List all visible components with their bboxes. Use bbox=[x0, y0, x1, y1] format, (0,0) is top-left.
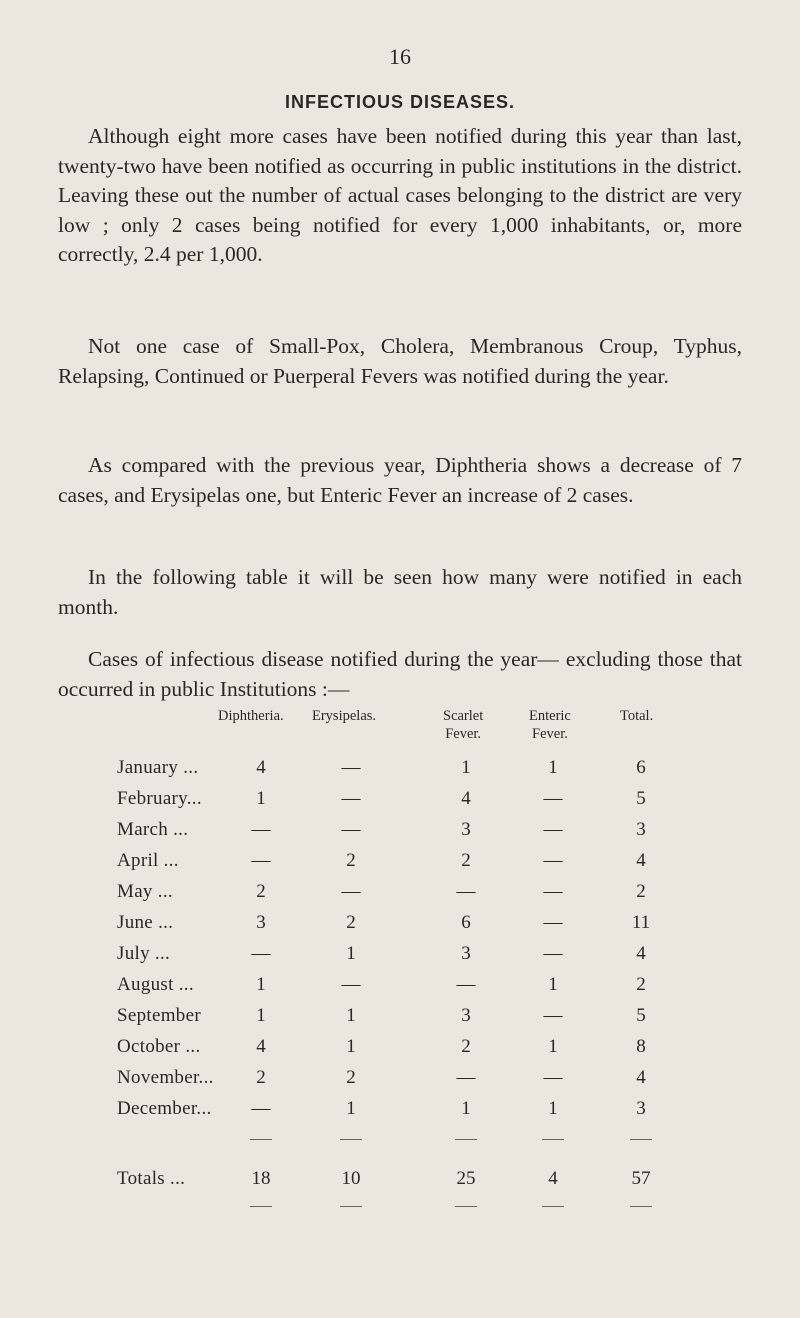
month-label: March ... bbox=[117, 819, 189, 840]
cell-diphtheria: 4 bbox=[256, 1036, 266, 1057]
month-label: October ... bbox=[117, 1036, 201, 1057]
cell-erysipelas: — bbox=[341, 974, 361, 995]
cell-total: 8 bbox=[636, 1036, 646, 1057]
cell-total: 4 bbox=[636, 1067, 646, 1088]
cell-total: 11 bbox=[631, 912, 651, 933]
cell-erysipelas: 2 bbox=[346, 912, 356, 933]
cell-enteric-fever: — bbox=[543, 881, 563, 902]
table-row bbox=[0, 850, 800, 882]
cell-total: 3 bbox=[636, 1098, 646, 1119]
cell-enteric-fever: — bbox=[543, 1005, 563, 1026]
table-row bbox=[0, 1005, 800, 1037]
cell-enteric-fever: — bbox=[543, 819, 563, 840]
cell-enteric-fever: 1 bbox=[548, 757, 558, 778]
month-label: November... bbox=[117, 1067, 214, 1088]
grand-total: 57 bbox=[631, 1168, 651, 1189]
cell-scarlet-fever: — bbox=[456, 1067, 476, 1088]
cell-enteric-fever: — bbox=[543, 788, 563, 809]
cell-total: 2 bbox=[636, 881, 646, 902]
cell-total: 3 bbox=[636, 819, 646, 840]
cell-erysipelas: — bbox=[341, 788, 361, 809]
cell-scarlet-fever: — bbox=[456, 881, 476, 902]
cell-scarlet-fever: 3 bbox=[461, 819, 471, 840]
table-row bbox=[0, 1098, 800, 1130]
cell-scarlet-fever: 3 bbox=[461, 943, 471, 964]
cell-erysipelas: 1 bbox=[346, 1005, 356, 1026]
month-label: February... bbox=[117, 788, 202, 809]
cell-enteric-fever: — bbox=[543, 912, 563, 933]
totals-label: Totals ... bbox=[117, 1168, 186, 1189]
paragraph-3: As compared with the previous year, Diphtheria shows a decrease of 7 cases, and Erysipelas one, but Enteric Fever an increase of 2 cases. bbox=[58, 453, 742, 507]
cell-scarlet-fever: 1 bbox=[461, 757, 471, 778]
table-row bbox=[0, 757, 800, 789]
table-row bbox=[0, 819, 800, 851]
cell-diphtheria: 2 bbox=[256, 1067, 266, 1088]
table-row bbox=[0, 788, 800, 820]
paragraph-2: Not one case of Small-Pox, Cholera, Membranous Croup, Typhus, Relapsing, Continued or Puerperal Fevers was notified during the year. bbox=[58, 334, 742, 388]
cell-total: 4 bbox=[636, 943, 646, 964]
cell-enteric-fever: — bbox=[543, 850, 563, 871]
cell-enteric-fever: 1 bbox=[548, 1036, 558, 1057]
cell-enteric-fever: 1 bbox=[548, 1098, 558, 1119]
cell-total: 5 bbox=[636, 1005, 646, 1026]
month-label: December... bbox=[117, 1098, 212, 1119]
cell-total: 6 bbox=[636, 757, 646, 778]
cell-diphtheria: — bbox=[251, 850, 271, 871]
cell-erysipelas: — bbox=[341, 757, 361, 778]
cell-enteric-fever: — bbox=[543, 1067, 563, 1088]
cell-scarlet-fever: 2 bbox=[461, 850, 471, 871]
table-row bbox=[0, 1067, 800, 1099]
totals-row bbox=[0, 1168, 800, 1200]
cell-scarlet-fever: 6 bbox=[461, 912, 471, 933]
table-row bbox=[0, 974, 800, 1006]
cell-scarlet-fever: 1 bbox=[461, 1098, 471, 1119]
cell-total: 2 bbox=[636, 974, 646, 995]
month-label: January ... bbox=[117, 757, 199, 778]
cell-diphtheria: — bbox=[251, 1098, 271, 1119]
header-enteric-line-1: Enteric bbox=[529, 708, 571, 724]
month-label: April ... bbox=[117, 850, 179, 871]
cell-diphtheria: — bbox=[251, 819, 271, 840]
cell-scarlet-fever: 3 bbox=[461, 1005, 471, 1026]
cell-erysipelas: 1 bbox=[346, 1036, 356, 1057]
cell-enteric-fever: — bbox=[543, 943, 563, 964]
header-scarlet-fever bbox=[443, 707, 483, 743]
cell-erysipelas: 2 bbox=[346, 1067, 356, 1088]
section-heading: INFECTIOUS DISEASES. bbox=[284, 92, 516, 112]
header-scarlet-line-1: Scarlet bbox=[443, 708, 484, 724]
header-erysipelas: Erysipelas. bbox=[312, 708, 377, 724]
cell-diphtheria: — bbox=[251, 943, 271, 964]
cell-scarlet-fever: 2 bbox=[461, 1036, 471, 1057]
table-row bbox=[0, 943, 800, 975]
cell-diphtheria: 1 bbox=[256, 788, 266, 809]
total-enteric-fever: 4 bbox=[548, 1168, 558, 1189]
header-scarlet-line-2: Fever. bbox=[445, 726, 482, 742]
cell-erysipelas: 1 bbox=[346, 943, 356, 964]
paragraph-4: In the following table it will be seen how many were notified in each month. bbox=[58, 565, 742, 619]
cell-diphtheria: 1 bbox=[256, 1005, 266, 1026]
paragraph-1: Although eight more cases have been notified during this year than last, twenty-two have been notified as occurring in public institutions in the district. Leaving these out the number of actual cases belonging to the district are very low ; only 2 cases being notified for every 1,000 inhabitants, or, more correctly, 2.4 per 1,000. bbox=[58, 124, 742, 267]
month-label: June ... bbox=[117, 912, 174, 933]
cell-erysipelas: 2 bbox=[346, 850, 356, 871]
header-total: Total. bbox=[620, 708, 654, 724]
table-row bbox=[0, 881, 800, 913]
cell-diphtheria: 2 bbox=[256, 881, 266, 902]
cell-erysipelas: — bbox=[341, 881, 361, 902]
cell-diphtheria: 4 bbox=[256, 757, 266, 778]
month-label: September bbox=[117, 1005, 201, 1026]
cell-diphtheria: 3 bbox=[256, 912, 266, 933]
header-diphtheria: Diphtheria. bbox=[218, 708, 284, 724]
cell-enteric-fever: 1 bbox=[548, 974, 558, 995]
table-row bbox=[0, 1036, 800, 1068]
total-diphtheria: 18 bbox=[251, 1168, 271, 1189]
table-row bbox=[0, 912, 800, 944]
header-enteric-fever bbox=[529, 707, 571, 743]
month-label: July ... bbox=[117, 943, 171, 964]
cell-erysipelas: 1 bbox=[346, 1098, 356, 1119]
cell-diphtheria: 1 bbox=[256, 974, 266, 995]
header-enteric-line-2: Fever. bbox=[532, 726, 568, 742]
total-erysipelas: 10 bbox=[341, 1168, 361, 1189]
page-number: 16 bbox=[389, 44, 411, 69]
cell-total: 5 bbox=[636, 788, 646, 809]
month-label: August ... bbox=[117, 974, 194, 995]
cell-scarlet-fever: 4 bbox=[461, 788, 471, 809]
cell-total: 4 bbox=[636, 850, 646, 871]
cell-scarlet-fever: — bbox=[456, 974, 476, 995]
cell-erysipelas: — bbox=[341, 819, 361, 840]
month-label: May ... bbox=[117, 881, 173, 902]
paragraph-5: Cases of infectious disease notified during the year— excluding those that occurred in public Institutions :— bbox=[58, 647, 742, 701]
total-scarlet-fever: 25 bbox=[456, 1168, 476, 1189]
